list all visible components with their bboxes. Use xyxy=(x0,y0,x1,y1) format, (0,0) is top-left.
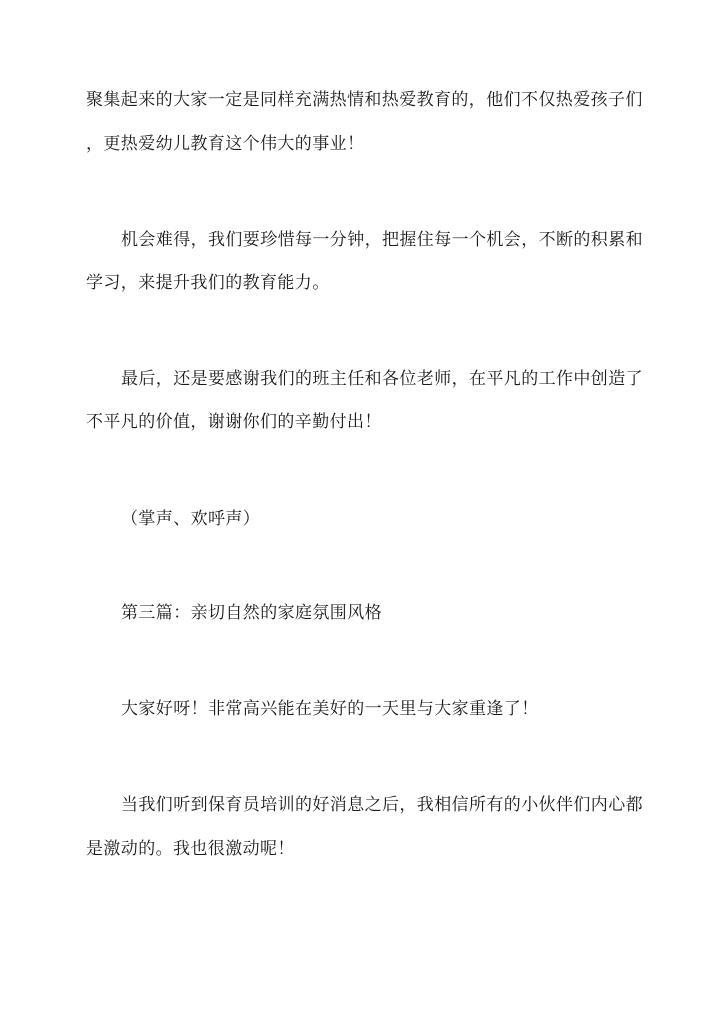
paragraph-1-line-2: ，更热爱幼儿教育这个伟大的事业！ xyxy=(86,134,365,154)
paragraph-3-line-1: 最后，还是要感谢我们的班主任和各位老师，在平凡的工作中创造了 xyxy=(121,369,643,389)
paragraph-2-line-2: 学习，来提升我们的教育能力。 xyxy=(86,273,330,293)
paragraph-3-line-2: 不平凡的价值，谢谢你们的辛勤付出！ xyxy=(86,412,382,432)
paragraph-2-line-1: 机会难得，我们要珍惜每一分钟，把握住每一个机会，不断的积累和 xyxy=(121,230,643,250)
paragraph-6-line-1: 大家好呀！非常高兴能在美好的一天里与大家重逢了！ xyxy=(121,699,539,719)
paragraph-4-line-1: （掌声、欢呼声） xyxy=(121,509,261,529)
paragraph-7-line-1: 当我们听到保育员培训的好消息之后，我相信所有的小伙伴们内心都 xyxy=(121,795,643,815)
paragraph-7-line-2: 是激动的。我也很激动呢！ xyxy=(86,839,295,859)
section-heading: 第三篇：亲切自然的家庭氛围风格 xyxy=(121,603,382,623)
paragraph-1-line-1: 聚集起来的大家一定是同样充满热情和热爱教育的，他们不仅热爱孩子们 xyxy=(86,90,643,110)
